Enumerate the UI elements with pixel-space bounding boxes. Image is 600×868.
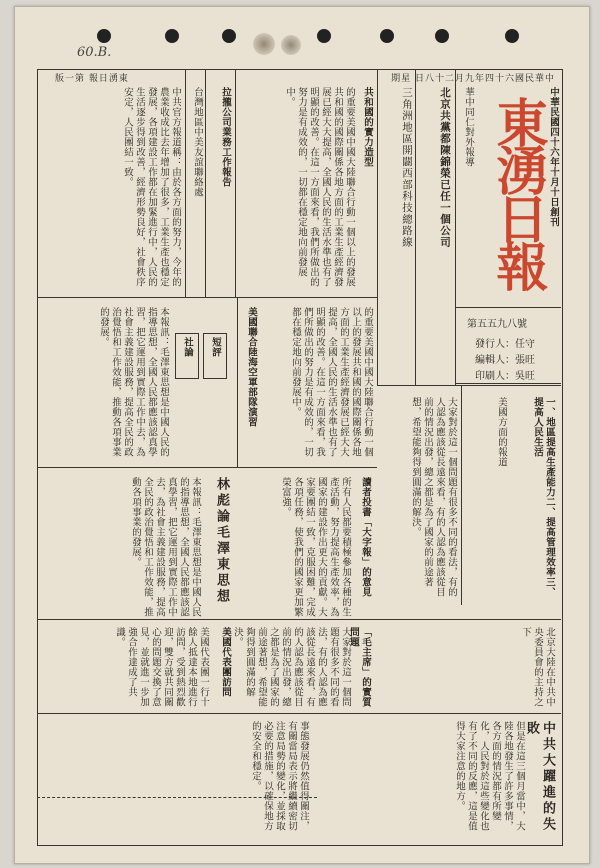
article-body: 但是在這三個月當中，大陸各地發生了許多事情，各方面的情況都有所變化，人民對於這些變化也有了不同的反應，這是值得大家注意的地方。 [454, 721, 525, 831]
newspaper-page [14, 6, 590, 864]
article-body: 所有人民都要積極參加各種的生產活動，努力提高生產效率，為國家的建設作出更大的貢獻。大家要團結一致，克服困難，完成各項任務，使我們的國家更加繁榮富強。 [280, 477, 351, 617]
masthead-circulation: 華中同仁對外報導 [463, 87, 474, 167]
column-divider [237, 297, 238, 467]
column-divider [455, 69, 456, 385]
section-rule [37, 467, 237, 468]
article-headline: 讀者投書「大字報」的意見 [360, 477, 371, 597]
article-headline: 中共大躍進的失敗 [524, 721, 555, 833]
binder-hole [97, 29, 111, 43]
issue-number: 第五五九八號 [467, 319, 527, 330]
column-divider [205, 69, 206, 297]
section-rule [37, 619, 561, 620]
printer: 印刷人：吳旺 [475, 371, 535, 382]
numbered-list: 一、地區提高生產能力二、提高管理效率三、提高人民生活 [532, 397, 555, 597]
section-rule [37, 797, 317, 798]
column-divider [461, 385, 462, 605]
article-headline: 美國聯合陸海空軍部隊演習 [246, 307, 257, 427]
binder-hole [435, 29, 449, 43]
article-body: 事態發展仍然值得關注，有關當局表示將繼續密切注意局勢的變化，並採取必要的措施，以確保地方的安全和穩定。 [250, 721, 309, 831]
article-body: 的重要美國中國大陸聯合行動一個以上的發展共和國的國際關係各地方面的工業生產經濟發展已經大大提高，全國人民的生活水準也有了明顯的改善。在這一方面來看，我們所做出的努力是有成效的，一切都在穩定地向前發展中。 [290, 307, 373, 457]
article-headline: 拉攏公司業務工作報告 [220, 87, 231, 187]
masthead-date: 中華民國四十六年十月十日創刊 [548, 87, 559, 227]
binder-hole [222, 29, 236, 43]
handwritten-note: 60.B. [77, 45, 112, 60]
header-strip-left: 版一第 報日湧東 [55, 74, 129, 84]
article-body: 的重要美國中國大陸聯合行動一個以上的發展共和國的國際關係各地方面的工業生產經濟發展已經大大提高，全國人民的生活水準也有了明顯的改善。在這一方面來看，我們所做出的努力是有成效的，一切都在穩定地向前發展中。 [284, 87, 355, 287]
editorial-tag: 社論 [182, 337, 193, 357]
article-headline: 北京共黨都陳錦榮已任一個公司 [439, 87, 451, 248]
section-rule [37, 297, 377, 298]
binder-hole [380, 29, 394, 43]
masthead-title: 東湧日報 [487, 96, 548, 288]
article-headline: 台灣地區中美友誼聯絡處 [192, 87, 203, 197]
column-divider [235, 69, 236, 297]
binder-hole [317, 29, 331, 43]
column-divider [185, 69, 186, 297]
masthead-rule-2 [455, 383, 561, 384]
ink-stain [253, 33, 275, 55]
commentary-tag: 短評 [210, 337, 221, 357]
article-headline: 三角洲地區開闢西部科技總路線 [401, 87, 413, 248]
article-body: 大家對於這一個問題有很多不同的看法，有的人認為應該從長遠來看，有的人認為應該從目前的情況出發，總之都是為了國家的前途著想，希望能夠得到圓滿的解決。 [410, 397, 457, 597]
article-body: 本報訊：毛澤東思想是中國人民的指導思想，全國人民都應該認真學習，把它運用到實際工作中去，為社會主義建設服務，提高全民的政治覺悟和工作效能，推動各項事業的發展。 [130, 477, 201, 617]
ink-stain [281, 35, 301, 55]
editor: 編輯人：張旺 [475, 355, 535, 366]
article-body: 本報訊：毛澤東思想是中國人民的指導思想，全國人民都應該認真學習，把它運用到實際工作中去，為社會主義建設服務，提高全民的政治覺悟和工作效能，推動各項事業的發展。 [98, 307, 169, 457]
article-body: 中共官方報道稱：由於各方面的努力，今年的農業收成比去年增加了很多，工業生產也穩定發展，各項建設工作都在加緊進行中，人民的生活逐步得到改善，經濟形勢良好，社會秩序安定，人民團結一致。 [122, 87, 181, 287]
column-divider [415, 69, 416, 385]
article-headline: 「毛主席」的實質問題 [348, 627, 371, 707]
masthead-rule [455, 307, 561, 308]
section-rule [377, 385, 561, 386]
article-body: 美國代表團一行十餘人抵達本地進行訪問，受到熱烈歡迎，雙方就共同關心的問題交換了意見，並就進一步加強合作達成了共識。 [114, 627, 209, 707]
section-rule [237, 467, 377, 468]
publisher: 發行人：任守 [475, 339, 535, 350]
binder-hole [165, 29, 179, 43]
article-body: 北京大陸在中共中央委員會的主持之下 [520, 627, 555, 707]
binder-hole [505, 29, 519, 43]
article-body: 大家對於這一個問題有很多不同的看法，有的人認為應該從長遠來看，有的人認為應該從目前的情況出發，總之都是為了國家的前途著想，希望能夠得到圓滿的解決。 [232, 627, 351, 707]
article-headline: 美國代表團訪問 [220, 627, 231, 697]
section-rule [37, 713, 561, 714]
header-strip-right: 期星 日八十二月九年四十六國民華中 [391, 74, 555, 84]
column-divider [377, 69, 378, 385]
article-body: 美國方面的報道 [496, 397, 507, 467]
article-headline: 林彪論毛澤東思想 [214, 477, 229, 605]
article-headline: 共和國的實力造型 [362, 87, 373, 167]
